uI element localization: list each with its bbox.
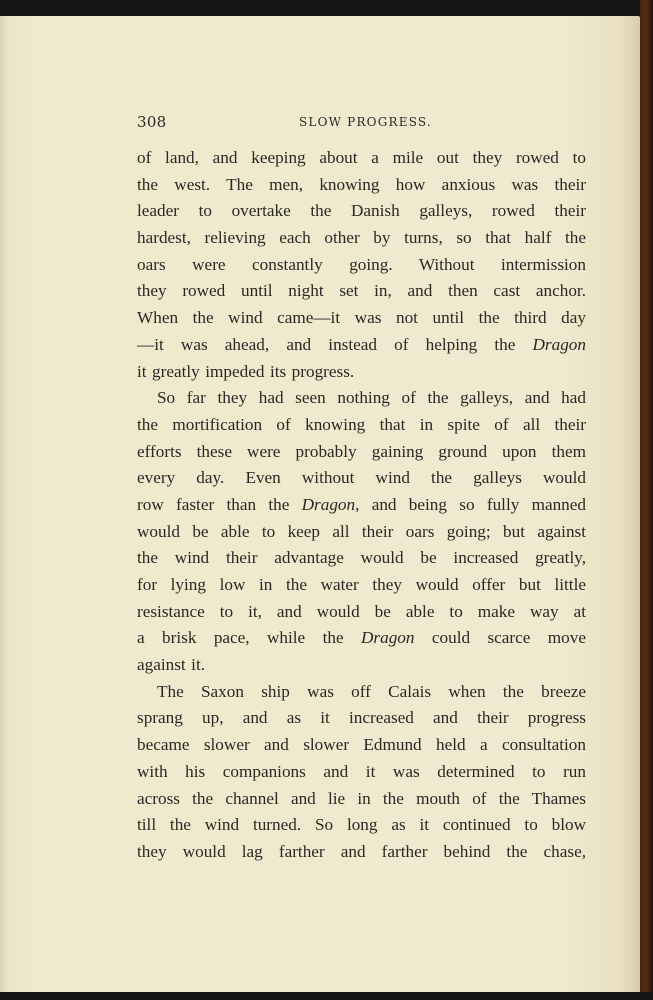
text-line: would be able to keep all their oars going; but against	[137, 521, 586, 541]
text-line: it greatly impeded its progress.	[137, 361, 355, 381]
page-header	[137, 113, 587, 137]
text-line: they would lag farther and farther behind the chase,	[137, 841, 586, 861]
text-segment: —it was ahead, and instead of helping the	[137, 334, 533, 354]
text-line	[137, 492, 586, 519]
italic-ship-name: Dragon	[532, 334, 586, 354]
text-line: became slower and slower Edmund held a consultation	[137, 735, 586, 755]
italic-ship-name: Dragon,	[301, 494, 360, 514]
page-bottom-edge	[0, 992, 653, 1000]
text-line	[137, 332, 586, 359]
text-line: across the channel and lie in the mouth of the Thames	[137, 788, 586, 808]
text-line: oars were constantly going. Without intermission	[137, 254, 586, 274]
text-line: for lying low in the water they would offer but little	[137, 575, 586, 594]
text-line: sprang up, and as it increased and their progress	[137, 708, 586, 728]
text-line: efforts these were probably gaining ground upon them	[137, 441, 586, 461]
text-line: The Saxon ship was off Calais when the breeze	[157, 681, 586, 701]
text-line: till the wind turned. So long as it continued to blow	[137, 815, 586, 835]
text-segment: row faster than the	[137, 494, 302, 514]
text-line	[137, 625, 586, 652]
text-line: So far they had seen nothing of the galleys, and had	[157, 388, 586, 408]
text-line: the mortification of knowing that in spite of all their	[137, 414, 586, 434]
text-line: When the wind came—it was not until the third day	[137, 308, 586, 328]
page-number: 308	[137, 113, 167, 131]
text-line: the west. The men, knowing how anxious was their	[137, 174, 586, 194]
body-text	[137, 145, 586, 866]
text-line: leader to overtake the Danish galleys, rowed their	[137, 201, 586, 221]
text-line: every day. Even without wind the galleys would	[137, 468, 586, 488]
running-head: SLOW PROGRESS.	[299, 115, 432, 129]
text-segment: and being so fully manned	[359, 494, 586, 514]
text-line: against it.	[137, 655, 206, 675]
text-line: with his companions and it was determined to run	[137, 761, 586, 781]
text-line: they rowed until night set in, and then cast anchor.	[137, 281, 586, 301]
text-segment: could scarce move	[414, 628, 586, 648]
book-spine-edge	[640, 0, 653, 1000]
text-line: the wind their advantage would be increased greatly,	[137, 548, 586, 568]
text-line: resistance to it, and would be able to make way at	[137, 601, 586, 621]
italic-ship-name: Dragon	[361, 628, 415, 648]
text-line: of land, and keeping about a mile out they rowed to	[137, 148, 586, 167]
text-segment: a brisk pace, while the	[137, 628, 361, 648]
text-line: hardest, relieving each other by turns, so that half the	[137, 228, 586, 248]
